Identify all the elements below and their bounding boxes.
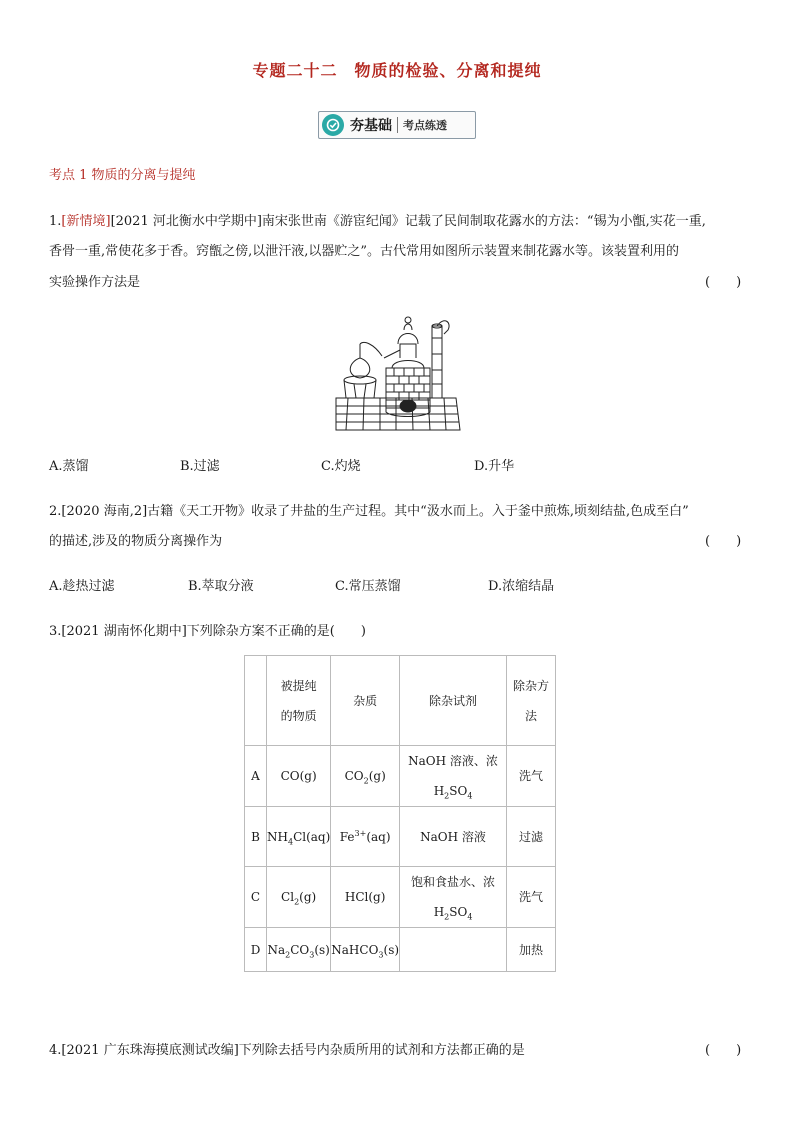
row-impurity: $CO_2(g)$ xyxy=(331,746,400,807)
row-reagent: NaOH 溶液 xyxy=(400,807,507,867)
row-method: 加热 xyxy=(507,928,556,972)
row-label: B xyxy=(245,807,267,867)
q3-line1: 3.[2021 湖南怀化期中]下列除杂方案不正确的是( ) xyxy=(49,624,366,639)
row-impurity: HCl(g) xyxy=(331,867,400,928)
impurity-removal-table xyxy=(244,655,556,972)
table-row xyxy=(245,746,556,807)
table-header-row xyxy=(245,656,556,746)
q1-option-a: A.蒸馏 xyxy=(49,459,89,474)
distillation-apparatus-image xyxy=(334,314,462,432)
q1-answer-paren: ( ) xyxy=(705,275,742,290)
q2-option-c: C.常压蒸馏 xyxy=(335,579,401,594)
row-label: A xyxy=(245,746,267,807)
q2-answer-paren: ( ) xyxy=(705,534,742,549)
table-row xyxy=(245,867,556,928)
q2-line1: 2.[2020 海南,2]古籍《天工开物》收录了井盐的生产过程。其中“汲水而上。入于釜中煎炼,顷刻结盐,色成至白” xyxy=(49,504,689,519)
row-label: C xyxy=(245,867,267,928)
q1-tag: [新情境] xyxy=(61,214,111,229)
banner-sub-label: 考点练透 xyxy=(403,119,447,132)
q2-option-b: B.萃取分液 xyxy=(188,579,254,594)
q4-line1: 4.[2021 广东珠海摸底测试改编]下列除去括号内杂质所用的试剂和方法都正确的是 xyxy=(49,1043,525,1058)
banner-divider xyxy=(397,117,398,133)
header-impurity-cell: 杂质 xyxy=(331,656,400,746)
row-method: 过滤 xyxy=(507,807,556,867)
banner-main-label: 夯基础 xyxy=(350,118,392,134)
q2-line2: 的描述,涉及的物质分离操作为 xyxy=(49,534,223,549)
section-banner xyxy=(318,111,476,139)
q1-text1: [2021 河北衡水中学期中]南宋张世南《游宦纪闻》记载了民间制取花露水的方法：“锡为小甑,实花一重, xyxy=(110,214,706,229)
q2-option-a: A.趁热过滤 xyxy=(49,579,115,594)
row-reagent: 饱和食盐水、浓 $H_2SO_4$ xyxy=(400,867,507,928)
row-method: 洗气 xyxy=(507,867,556,928)
row-label: D xyxy=(245,928,267,972)
page-title: 专题二十二 物质的检验、分离和提纯 xyxy=(252,61,542,80)
q1-option-c: C.灼烧 xyxy=(321,459,361,474)
q1-option-d: D.升华 xyxy=(474,459,515,474)
row-method: 洗气 xyxy=(507,746,556,807)
row-substance: $Cl_2(g)$ xyxy=(267,867,331,928)
q2-option-d: D.浓缩结晶 xyxy=(488,579,555,594)
header-reagent-cell: 除杂试剂 xyxy=(400,656,507,746)
row-impurity: $Fe^{3+}(aq)$ xyxy=(331,807,400,867)
q1-line1 xyxy=(49,210,706,229)
q1-line2: 香骨一重,常使花多于香。窍甑之傍,以泄汗液,以器贮之”。古代常用如图所示装置来制花露水等。该装置利用的 xyxy=(49,244,680,259)
table-row xyxy=(245,928,556,972)
row-impurity: NaHCO$_3$(s) xyxy=(331,928,400,972)
row-reagent: NaOH 溶液、浓 $H_2SO_4$ xyxy=(400,746,507,807)
row-substance: $Na_2CO_3(s)$ xyxy=(267,928,331,972)
q1-option-b: B.过滤 xyxy=(180,459,220,474)
table-row xyxy=(245,807,556,867)
check-circle-icon xyxy=(322,114,344,136)
header-substance-cell: 被提纯 的物质 xyxy=(267,656,331,746)
section-heading: 考点 1 物质的分离与提纯 xyxy=(49,168,196,183)
q4-answer-paren: ( ) xyxy=(705,1043,742,1058)
row-reagent xyxy=(400,928,507,972)
row-substance: CO(g) xyxy=(267,746,331,807)
header-method-cell: 除杂方 法 xyxy=(507,656,556,746)
q1-number: 1. xyxy=(49,214,62,229)
header-label-cell xyxy=(245,656,267,746)
row-substance: $NH_4Cl(aq)$ xyxy=(267,807,331,867)
q1-line3: 实验操作方法是 xyxy=(49,275,141,290)
